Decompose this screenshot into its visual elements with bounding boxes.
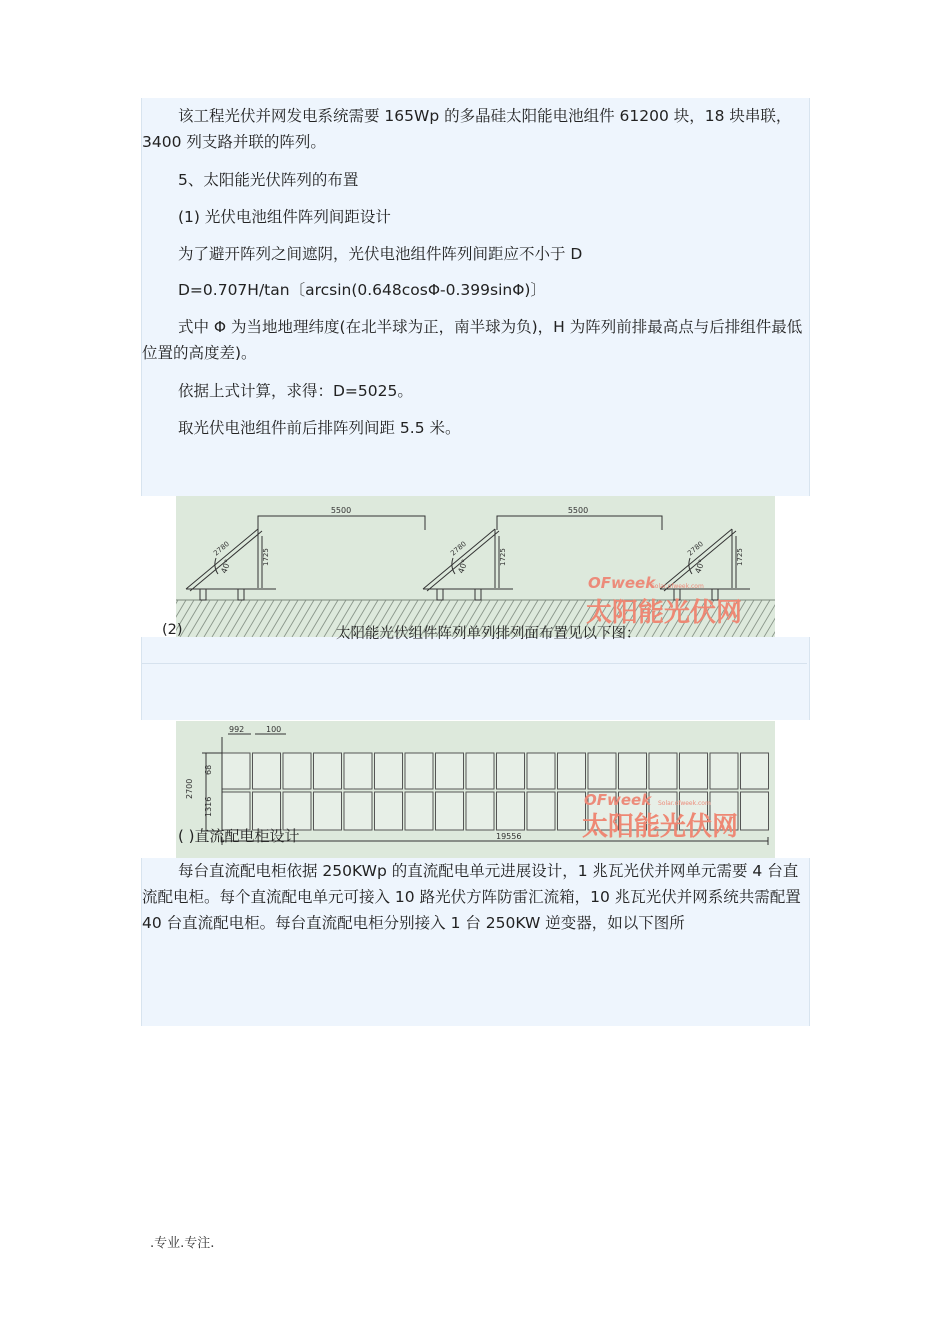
row-height-label: 1316 — [204, 796, 213, 817]
watermark-brand: OFweek — [588, 574, 656, 592]
subheading-dc-cabinet: ( )直流配电柜设计 — [178, 827, 300, 845]
heading-array-layout: 5、太阳能光伏阵列的布置 — [178, 171, 359, 189]
solar-module — [588, 753, 616, 789]
solar-module — [497, 792, 525, 830]
solar-module — [527, 792, 555, 830]
array-spacing-figure — [176, 496, 775, 637]
solar-module — [344, 753, 372, 789]
solar-module — [680, 753, 708, 789]
solar-module — [314, 792, 342, 830]
solar-module — [710, 753, 738, 789]
width-label: 992 — [229, 725, 245, 734]
solar-module — [558, 753, 586, 789]
solar-module — [222, 753, 250, 789]
formula: D=0.707H/tan〔arcsin(0.648cosΦ-0.399sinΦ)〕 — [178, 281, 546, 299]
solar-module — [466, 753, 494, 789]
height-label-3: 1725 — [736, 548, 744, 566]
solar-module — [283, 753, 311, 789]
solar-module — [436, 792, 464, 830]
text-block-1 — [141, 98, 810, 496]
caption-block — [141, 637, 810, 720]
paragraph-formula-explanation: 式中 Φ 为当地地理纬度(在北半球为正，南半球为负)，H 为阵列前排最高点与后排组件最低位置的高度差)。 — [142, 318, 803, 362]
solar-module — [527, 753, 555, 789]
solar-module — [497, 753, 525, 789]
caption-text: 太阳能光伏组件阵列单列排列面布置见以下图： — [336, 626, 641, 642]
solar-module — [375, 753, 403, 789]
solar-module — [375, 792, 403, 830]
solar-module — [314, 753, 342, 789]
watermark-text: 太阳能光伏网 — [582, 812, 739, 842]
paragraph-dc-cabinet: 每台直流配电柜依据 250KWp 的直流配电单元进展设计，1 兆瓦光伏并网单元需要 4 台直流配电柜。每个直流配电单元可接入 10 路光伏方阵防雷汇流箱，10 兆瓦光伏并网系统共需配置 40 台直流配电柜。每台直流配电柜分别接入 1 台 250KW 逆变器，如以下图所 — [142, 862, 801, 932]
height-label-1: 1725 — [262, 548, 270, 566]
solar-module — [405, 792, 433, 830]
angle-label-1: 40° — [219, 558, 233, 575]
solar-module — [344, 792, 372, 830]
row-gap-label: 68 — [204, 764, 213, 775]
caption-number: (2) — [162, 622, 183, 638]
gap-label: 100 — [266, 725, 282, 734]
solar-module — [436, 753, 464, 789]
paragraph-system-summary: 该工程光伏并网发电系统需要 165Wp 的多晶硅太阳能电池组件 61200 块，18 块串联，3400 列支路并联的阵列。 — [142, 107, 792, 151]
paragraph-calculation-result: 依据上式计算，求得：D=5025。 — [178, 382, 413, 400]
height-total-label: 2700 — [185, 778, 194, 799]
paragraph-spacing-requirement: 为了避开阵列之间遮阴，光伏电池组件阵列间距应不小于 D — [178, 245, 583, 263]
ground-hatch-line — [764, 600, 775, 637]
text-block-2 — [141, 858, 810, 1026]
spacing-label-1: 5500 — [330, 506, 352, 515]
solar-module — [405, 753, 433, 789]
panel-length-label-2: 2780 — [449, 539, 468, 558]
solar-module — [619, 753, 647, 789]
watermark-site: Solar.ofweek.com — [651, 583, 704, 590]
solar-module — [741, 753, 769, 789]
page-footer: .专业.专注. — [150, 1236, 215, 1251]
watermark-site: Solar.ofweek.com — [658, 800, 711, 807]
angle-label-3: 40° — [693, 558, 707, 575]
total-length-label: 19556 — [496, 832, 522, 841]
paragraph-spacing-decision: 取光伏电池组件前后排阵列间距 5.5 米。 — [178, 419, 461, 437]
angle-label-2: 40° — [456, 558, 470, 575]
subheading-array-spacing: (1) 光伏电池组件阵列间距设计 — [178, 208, 391, 226]
watermark-brand: OFweek — [584, 791, 652, 809]
solar-module — [649, 753, 677, 789]
panel-length-label-3: 2780 — [686, 539, 705, 558]
height-label-2: 1725 — [499, 548, 507, 566]
solar-module — [253, 753, 281, 789]
solar-module — [466, 792, 494, 830]
solar-module — [741, 792, 769, 830]
panel-length-label-1: 2780 — [212, 539, 231, 558]
spacing-label-2: 5500 — [567, 506, 589, 515]
watermark-text: 太阳能光伏网 — [586, 598, 743, 628]
